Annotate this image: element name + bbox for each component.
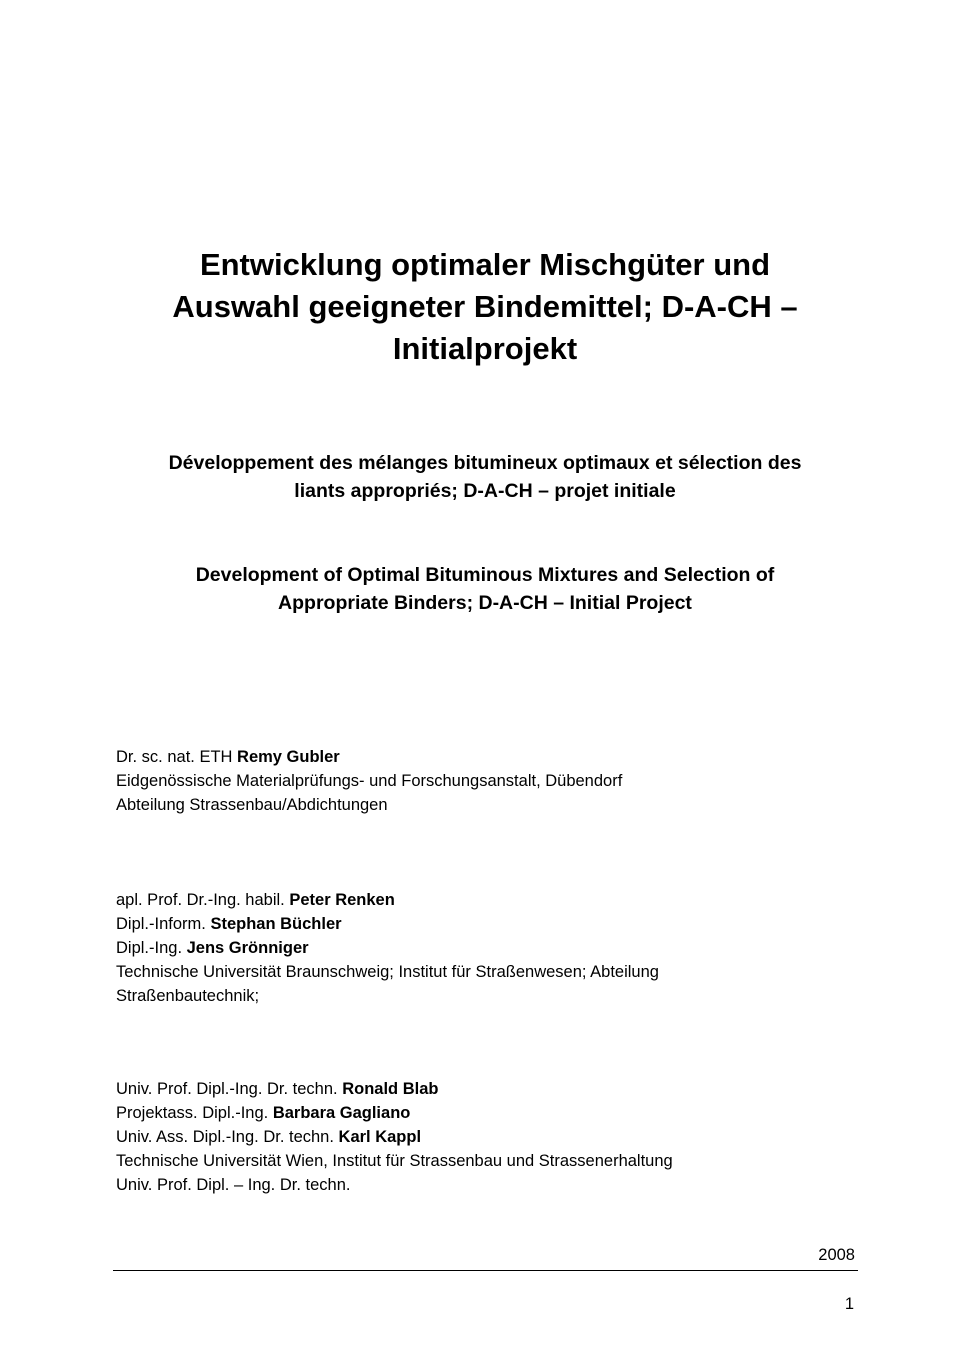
author-title: Dipl.-Inform. bbox=[116, 915, 211, 933]
author-name: Stephan Büchler bbox=[210, 915, 342, 933]
author-line bbox=[116, 912, 856, 936]
author-line bbox=[116, 745, 856, 769]
title-french-line-1: Développement des mélanges bitumineux optimaux et sélection des bbox=[168, 452, 802, 474]
title-english bbox=[100, 561, 870, 617]
title-english-line-1: Development of Optimal Bituminous Mixtures and Selection of bbox=[195, 564, 775, 586]
author-line bbox=[116, 1125, 856, 1149]
institution-line: Technische Universität Wien, Institut für Strassenbau und Strassenerhaltung bbox=[116, 1152, 673, 1170]
page-number: 1 bbox=[844, 1295, 854, 1313]
department-line: Abteilung Strassenbau/Abdichtungen bbox=[116, 796, 388, 814]
title-french bbox=[100, 449, 870, 505]
author-line bbox=[116, 888, 856, 912]
title-english-line-2: Appropriate Binders; D-A-CH – Initial Project bbox=[278, 592, 692, 614]
author-name: Jens Grönniger bbox=[186, 939, 309, 957]
author-title: Univ. Prof. Dipl.-Ing. Dr. techn. bbox=[116, 1080, 343, 1098]
title-german bbox=[100, 244, 870, 370]
author-block-wien bbox=[116, 1077, 856, 1197]
institution-line: Technische Universität Braunschweig; Institut für Straßenwesen; Abteilung bbox=[116, 963, 659, 981]
footer-divider bbox=[113, 1270, 858, 1271]
author-title: Dipl.-Ing. bbox=[116, 939, 187, 957]
publication-year: 2008 bbox=[818, 1246, 855, 1264]
author-block-braunschweig bbox=[116, 888, 856, 1008]
author-block-empa bbox=[116, 745, 856, 817]
author-title-line: Univ. Prof. Dipl. – Ing. Dr. techn. bbox=[116, 1176, 351, 1194]
author-title: Univ. Ass. Dipl.-Ing. Dr. techn. bbox=[116, 1128, 339, 1146]
author-name: Peter Renken bbox=[289, 891, 395, 909]
author-line bbox=[116, 1077, 856, 1101]
author-title: Dr. sc. nat. ETH bbox=[116, 748, 238, 766]
title-german-line-3: Initialprojekt bbox=[392, 331, 578, 366]
author-name: Karl Kappl bbox=[338, 1128, 422, 1146]
institution-line: Eidgenössische Materialprüfungs- und Forschungsanstalt, Dübendorf bbox=[116, 772, 623, 790]
author-name: Barbara Gagliano bbox=[272, 1104, 411, 1122]
department-line: Straßenbautechnik; bbox=[116, 987, 260, 1005]
author-line bbox=[116, 936, 856, 960]
author-name: Remy Gubler bbox=[237, 748, 340, 766]
author-title: apl. Prof. Dr.-Ing. habil. bbox=[116, 891, 290, 909]
title-german-line-1: Entwicklung optimaler Mischgüter und bbox=[199, 247, 771, 282]
author-line bbox=[116, 1101, 856, 1125]
author-title: Projektass. Dipl.-Ing. bbox=[116, 1104, 273, 1122]
author-name: Ronald Blab bbox=[342, 1080, 439, 1098]
title-german-line-2: Auswahl geeigneter Bindemittel; D-A-CH – bbox=[172, 289, 798, 324]
title-french-line-2: liants appropriés; D-A-CH – projet initiale bbox=[294, 480, 676, 502]
